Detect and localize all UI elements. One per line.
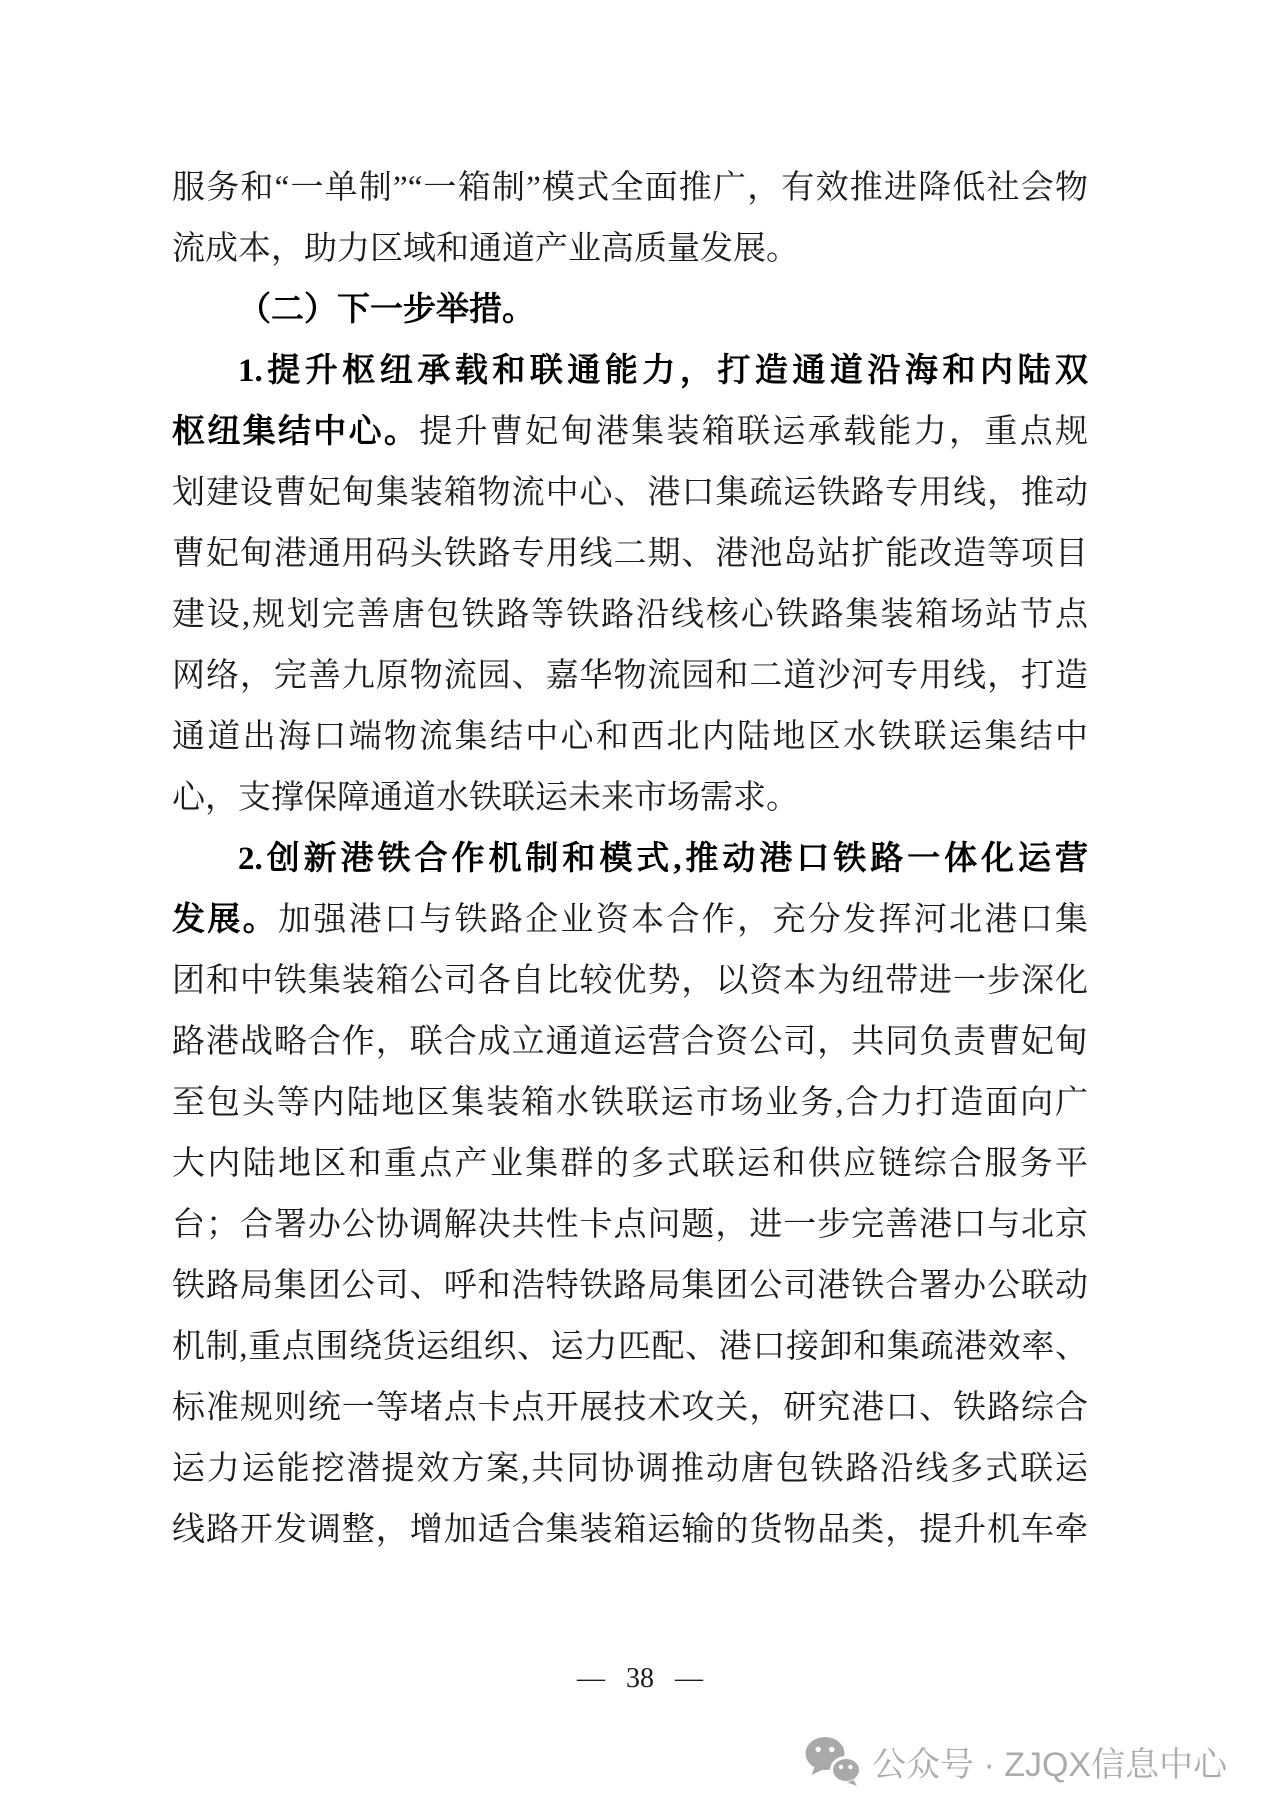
text-line <box>172 341 1088 402</box>
text-run: 团和中铁集装箱公司各自比较优势，以资本为纽带进一步深化 <box>172 963 1088 999</box>
text-line <box>172 219 1088 280</box>
wechat-icon <box>804 1736 862 1786</box>
text-line <box>172 585 1088 646</box>
watermark <box>804 1736 1227 1786</box>
text-run: 运力运能挖潜提效方案,共同协调推动唐包铁路沿线多式联运 <box>172 1451 1088 1487</box>
text-line <box>172 1195 1088 1256</box>
text-line <box>172 1073 1088 1134</box>
text-line <box>172 158 1088 219</box>
text-run: 服务和“一单制”“一箱制”模式全面推广，有效推进降低社会物 <box>172 170 1088 206</box>
document-body <box>172 158 1088 1561</box>
text-run: 心，支撑保障通道水铁联运未来市场需求。 <box>172 780 799 816</box>
text-line <box>172 890 1088 951</box>
text-line <box>172 1378 1088 1439</box>
text-run: 大内陆地区和重点产业集群的多式联运和供应链综合服务平 <box>172 1146 1088 1182</box>
text-line <box>172 707 1088 768</box>
page-number: — 38 — <box>577 1663 703 1694</box>
text-run: 建设,规划完善唐包铁路等铁路沿线核心铁路集装箱场站节点 <box>172 597 1088 633</box>
text-line <box>172 524 1088 585</box>
text-line <box>172 768 1088 829</box>
watermark-text: 公众号 · ZJQX信息中心 <box>872 1745 1228 1784</box>
text-line <box>172 646 1088 707</box>
text-run: 标准规则统一等堵点卡点开展技术攻关，研究港口、铁路综合 <box>172 1390 1088 1426</box>
text-run: 提升曹妃甸港集装箱联运承载能力，重点规 <box>419 414 1088 450</box>
bold-text-run: 1.提升枢纽承载和联通能力，打造通道沿海和内陆双 <box>238 353 1088 389</box>
text-line <box>172 1256 1088 1317</box>
text-run: 机制,重点围绕货运组织、运力匹配、港口接卸和集疏港效率、 <box>172 1329 1088 1365</box>
text-run: 线路开发调整，增加适合集装箱运输的货物品类，提升机车牵 <box>172 1512 1088 1548</box>
text-run: 铁路局集团公司、呼和浩特铁路局集团公司港铁合署办公联动 <box>172 1268 1088 1304</box>
bold-text-run: 2.创新港铁合作机制和模式,推动港口铁路一体化运营 <box>238 841 1088 877</box>
bold-text-run: 发展。 <box>172 902 278 938</box>
bold-text-run: 枢纽集结中心。 <box>172 414 420 450</box>
text-line <box>172 1012 1088 1073</box>
text-run: 路港战略合作，联合成立通道运营合资公司，共同负责曹妃甸 <box>172 1024 1088 1060</box>
text-line <box>172 1134 1088 1195</box>
text-run: 加强港口与铁路企业资本合作，充分发挥河北港口集 <box>277 902 1088 938</box>
text-run: 至包头等内陆地区集装箱水铁联运市场业务,合力打造面向广 <box>172 1085 1088 1121</box>
text-run: 划建设曹妃甸集装箱物流中心、港口集疏运铁路专用线，推动 <box>172 475 1088 511</box>
text-line <box>172 829 1088 890</box>
text-line <box>172 280 1088 341</box>
text-line <box>172 1317 1088 1378</box>
text-line <box>172 402 1088 463</box>
text-run: 曹妃甸港通用码头铁路专用线二期、港池岛站扩能改造等项目 <box>172 536 1088 572</box>
text-line <box>172 1439 1088 1500</box>
text-run: 台；合署办公协调解决共性卡点问题，进一步完善港口与北京 <box>172 1207 1088 1243</box>
text-line <box>172 951 1088 1012</box>
text-line <box>172 463 1088 524</box>
text-run: 网络，完善九原物流园、嘉华物流园和二道沙河专用线，打造 <box>172 658 1088 694</box>
text-run: 通道出海口端物流集结中心和西北内陆地区水铁联运集结中 <box>172 719 1088 755</box>
text-run: 流成本，助力区域和通道产业高质量发展。 <box>172 231 799 267</box>
bold-text-run: （二）下一步举措。 <box>238 292 535 328</box>
text-line <box>172 1500 1088 1561</box>
